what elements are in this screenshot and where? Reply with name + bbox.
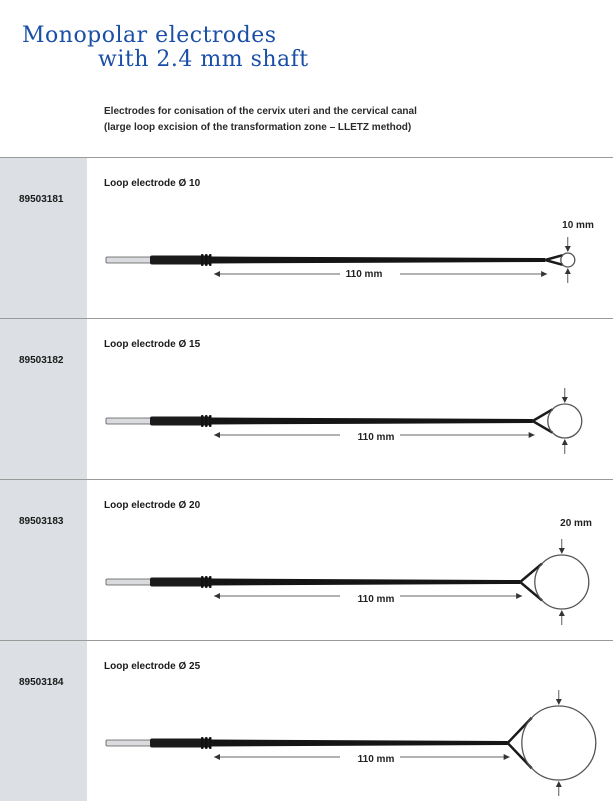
shaft-length-label: 110 mm (345, 269, 383, 280)
loop-arrow-top (562, 397, 568, 403)
loop-arrow-top (559, 548, 565, 554)
electrode-drawing (0, 158, 613, 318)
loop-wire (561, 253, 575, 267)
dimension-arrow-left (214, 754, 220, 760)
shaft-length-label: 110 mm (357, 432, 395, 443)
title-line-1: Monopolar electrodes (22, 23, 277, 48)
page-title (22, 24, 309, 72)
loop-wire (522, 706, 596, 780)
handle-ring (201, 576, 204, 588)
product-row (0, 157, 613, 318)
dimension-arrow-right (504, 754, 510, 760)
dimension-arrow-right (516, 593, 522, 599)
shaft (210, 579, 520, 586)
product-name: Loop electrode Ø 10 (104, 178, 201, 189)
handle-ring (201, 254, 204, 266)
loop-wire (548, 404, 582, 438)
shaft-length-label: 110 mm (357, 594, 395, 605)
dimension-arrow-right (529, 432, 535, 438)
product-name: Loop electrode Ø 25 (104, 661, 201, 672)
title-line-2: with 2.4 mm shaft (98, 47, 309, 72)
connector-pin (106, 257, 151, 263)
product-name: Loop electrode Ø 20 (104, 500, 201, 511)
shaft-length-label: 110 mm (357, 754, 395, 765)
handle-ring (205, 415, 208, 427)
connector-pin (106, 418, 151, 424)
electrode-drawing (0, 319, 613, 479)
loop-arrow-top (565, 246, 571, 252)
handle-ring (201, 737, 204, 749)
connector-pin (106, 579, 151, 585)
handle-ring (201, 415, 204, 427)
product-code: 89503184 (19, 677, 64, 688)
electrode-shape (106, 690, 596, 796)
handle-ring (205, 576, 208, 588)
product-name: Loop electrode Ø 15 (104, 339, 201, 350)
dimension-arrow-left (214, 432, 220, 438)
fork-wires (508, 718, 532, 768)
product-row (0, 318, 613, 479)
electrode-shape (106, 539, 589, 625)
connector-pin (106, 740, 151, 746)
loop-diameter-label: 20 mm (560, 518, 592, 529)
description (104, 104, 417, 136)
handle-ring (205, 737, 208, 749)
electrode-drawing (0, 641, 613, 801)
dimension-arrow-left (214, 593, 220, 599)
product-code: 89503182 (19, 355, 64, 366)
description-line-1: Electrodes for conisation of the cervix uteri and the cervical canal (104, 106, 417, 117)
shaft (210, 418, 533, 425)
fork-wires (545, 255, 563, 265)
shaft (210, 257, 545, 264)
loop-arrow-top (556, 699, 562, 705)
dimension-arrow-right (541, 271, 547, 277)
loop-wire (535, 555, 589, 609)
shaft (210, 740, 508, 747)
product-row (0, 640, 613, 801)
product-code: 89503183 (19, 516, 64, 527)
electrode-drawing (0, 480, 613, 640)
dimension-arrow-left (214, 271, 220, 277)
loop-diameter-label: 10 mm (562, 220, 594, 231)
product-code: 89503181 (19, 194, 64, 205)
loop-arrow-bottom (565, 268, 571, 274)
handle-ring (205, 254, 208, 266)
loop-arrow-bottom (559, 610, 565, 616)
loop-arrow-bottom (562, 439, 568, 445)
electrode-shape (106, 388, 582, 454)
description-line-2: (large loop excision of the transformation zone – LLETZ method) (104, 122, 412, 133)
loop-arrow-bottom (556, 781, 562, 787)
product-row (0, 479, 613, 640)
electrode-shape (106, 237, 575, 283)
